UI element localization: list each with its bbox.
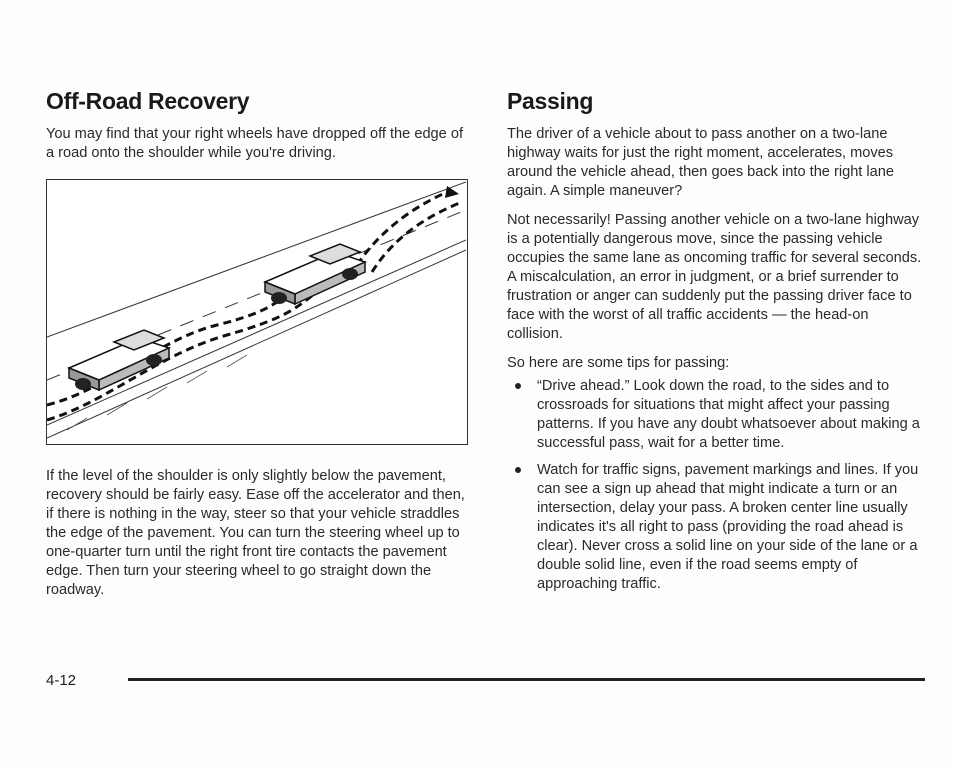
pickup-truck-icon — [265, 244, 365, 304]
road-drawing — [47, 180, 466, 443]
passing-heading: Passing — [507, 88, 594, 114]
passing-paragraph-2: Not necessarily! Passing another vehicle on a two-lane highway is a potentially dangerous move, since the passing vehicle occupies the same lane as oncoming traffic for several seconds. A miscalculation, an error in judgment, or a brief surrender to frustration or anger can suddenly put the passing driver face to face with the worst of all traffic accidents — the head-on collision. — [507, 212, 922, 342]
passing-paragraph-3: So here are some tips for passing: — [507, 355, 730, 371]
off-road-intro-paragraph: You may find that your right wheels have dropped off the edge of a road onto the shoulder while you're driving. — [46, 126, 464, 161]
arrow-head-icon — [445, 186, 459, 198]
page-number: 4-12 — [46, 672, 77, 689]
passing-section — [507, 88, 927, 602]
path-arrow-lower-2 — [47, 285, 327, 420]
passing-tips-list — [507, 377, 927, 594]
off-road-recovery-section — [46, 88, 474, 610]
shoulder-edge-line — [47, 250, 466, 438]
list-item — [537, 461, 927, 594]
pickup-truck-icon — [69, 330, 169, 390]
pavement-edge-line — [47, 240, 466, 425]
footer-divider — [128, 678, 925, 681]
list-item-text: “Drive ahead.” Look down the road, to the sides and to crossroads for situations that might affect your passing patterns. If you have any doubt whatsoever about making a successful pass, wait for a better time. — [537, 378, 920, 451]
off-road-recovery-illustration — [46, 179, 468, 445]
bullet-icon — [515, 467, 521, 473]
list-item — [537, 377, 927, 453]
off-road-recovery-heading: Off-Road Recovery — [46, 88, 250, 114]
off-road-body-paragraph: If the level of the shoulder is only slightly below the pavement, recovery should be fairly easy. Ease off the accelerator and then, if there is nothing in the way, steer so that your vehicle straddles the edge of the pavement. You can turn the steering wheel up to one-quarter turn until the right front tire contacts the pavement edge. Then turn your steering wheel to go straight down the roadway. — [46, 468, 465, 598]
passing-paragraph-1: The driver of a vehicle about to pass another on a two-lane highway waits for just the right moment, accelerates, moves around the vehicle ahead, then goes back into the right lane again. A simple maneuver? — [507, 126, 895, 199]
bullet-icon — [515, 383, 521, 389]
list-item-text: Watch for traffic signs, pavement markings and lines. If you can see a sign up ahead that might indicate a turn or an intersection, delay your pass. A broken center line usually indicates it's all right to pass (providing the road ahead is clear). Never cross a solid line on your side of the lane or a double solid line, even if the road seems empty of approaching traffic. — [537, 462, 919, 592]
road-edge-line — [47, 182, 466, 337]
